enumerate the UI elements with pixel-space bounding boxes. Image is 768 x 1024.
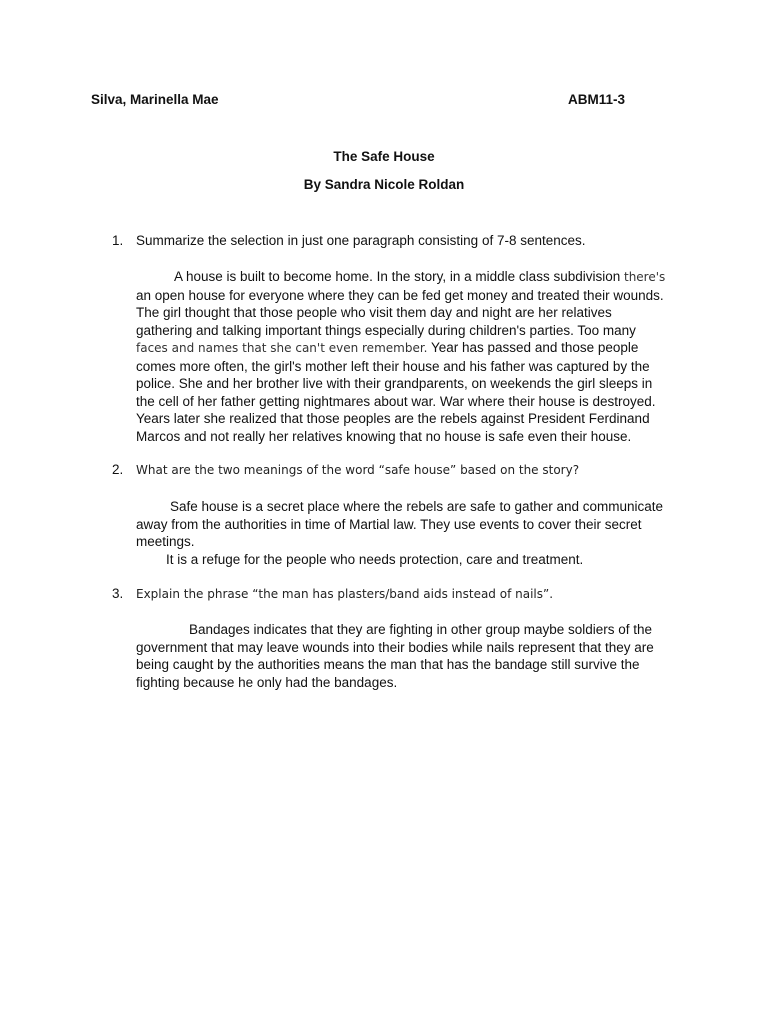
answer-line: government that may leave wounds into their bodies while nails represent that they are: [136, 639, 654, 655]
answer-line: the cell of her father getting nightmares about war. War where their house is destroyed.: [136, 393, 656, 409]
answer-line: Years later she realized that those peoples are the rebels against President Ferdinand: [136, 411, 650, 426]
answer-fragment: faces and names that she can't even remember.: [136, 341, 428, 355]
question-number: 3.: [112, 586, 124, 601]
answer-line: meetings.: [136, 534, 195, 549]
answer-2: [136, 498, 681, 568]
answer-line: The girl thought that those people who visit them day and night are her relatives: [136, 305, 612, 320]
document-title: The Safe House: [333, 149, 435, 164]
question-number: 2.: [112, 462, 124, 477]
question-text: Explain the phrase “the man has plasters/band aids instead of nails”.: [136, 587, 554, 601]
answer-fragment: there's: [623, 270, 666, 284]
class-section: ABM11-3: [568, 92, 626, 107]
answer-line: an open house for everyone where they can be fed get money and treated their wounds.: [136, 287, 664, 303]
question-number: 1.: [112, 233, 124, 248]
answer-line: away from the authorities in time of Martial law. They use events to cover their secret: [136, 516, 642, 532]
student-name: Silva, Marinella Mae: [91, 92, 219, 107]
document-byline: By Sandra Nicole Roldan: [303, 177, 465, 192]
answer-1: [136, 268, 681, 445]
answer-line: being caught by the authorities means the man that has the bandage still survive the: [136, 657, 640, 672]
answer-3: [136, 621, 681, 691]
answer-line: police. She and her brother live with their grandparents, on weekends the girl sleeps in: [136, 376, 653, 391]
answer-line: comes more often, the girl's mother left their house and his father was captured by the: [136, 358, 650, 374]
answer-line: Bandages indicates that they are fighting in other group maybe soldiers of the: [189, 622, 653, 637]
answer-line: A house is built to become home. In the story, in a middle class subdivision there's: [174, 269, 666, 284]
answer-line: Marcos and not really her relatives knowing that no house is safe even their house.: [136, 428, 632, 444]
answer-line: It is a refuge for the people who needs protection, care and treatment.: [166, 551, 584, 567]
answer-line: fighting because he only had the bandages.: [136, 674, 398, 690]
question-text: Summarize the selection in just one paragraph consisting of 7-8 sentences.: [136, 233, 586, 248]
answer-line: faces and names that she can't even remember. Year has passed and those people: [136, 340, 639, 355]
answer-line: gathering and talking important things especially during children's parties. Too many: [136, 322, 636, 338]
question-text: What are the two meanings of the word “safe house” based on the story?: [136, 463, 580, 477]
answer-line: Safe house is a secret place where the rebels are safe to gather and communicate: [170, 499, 664, 514]
